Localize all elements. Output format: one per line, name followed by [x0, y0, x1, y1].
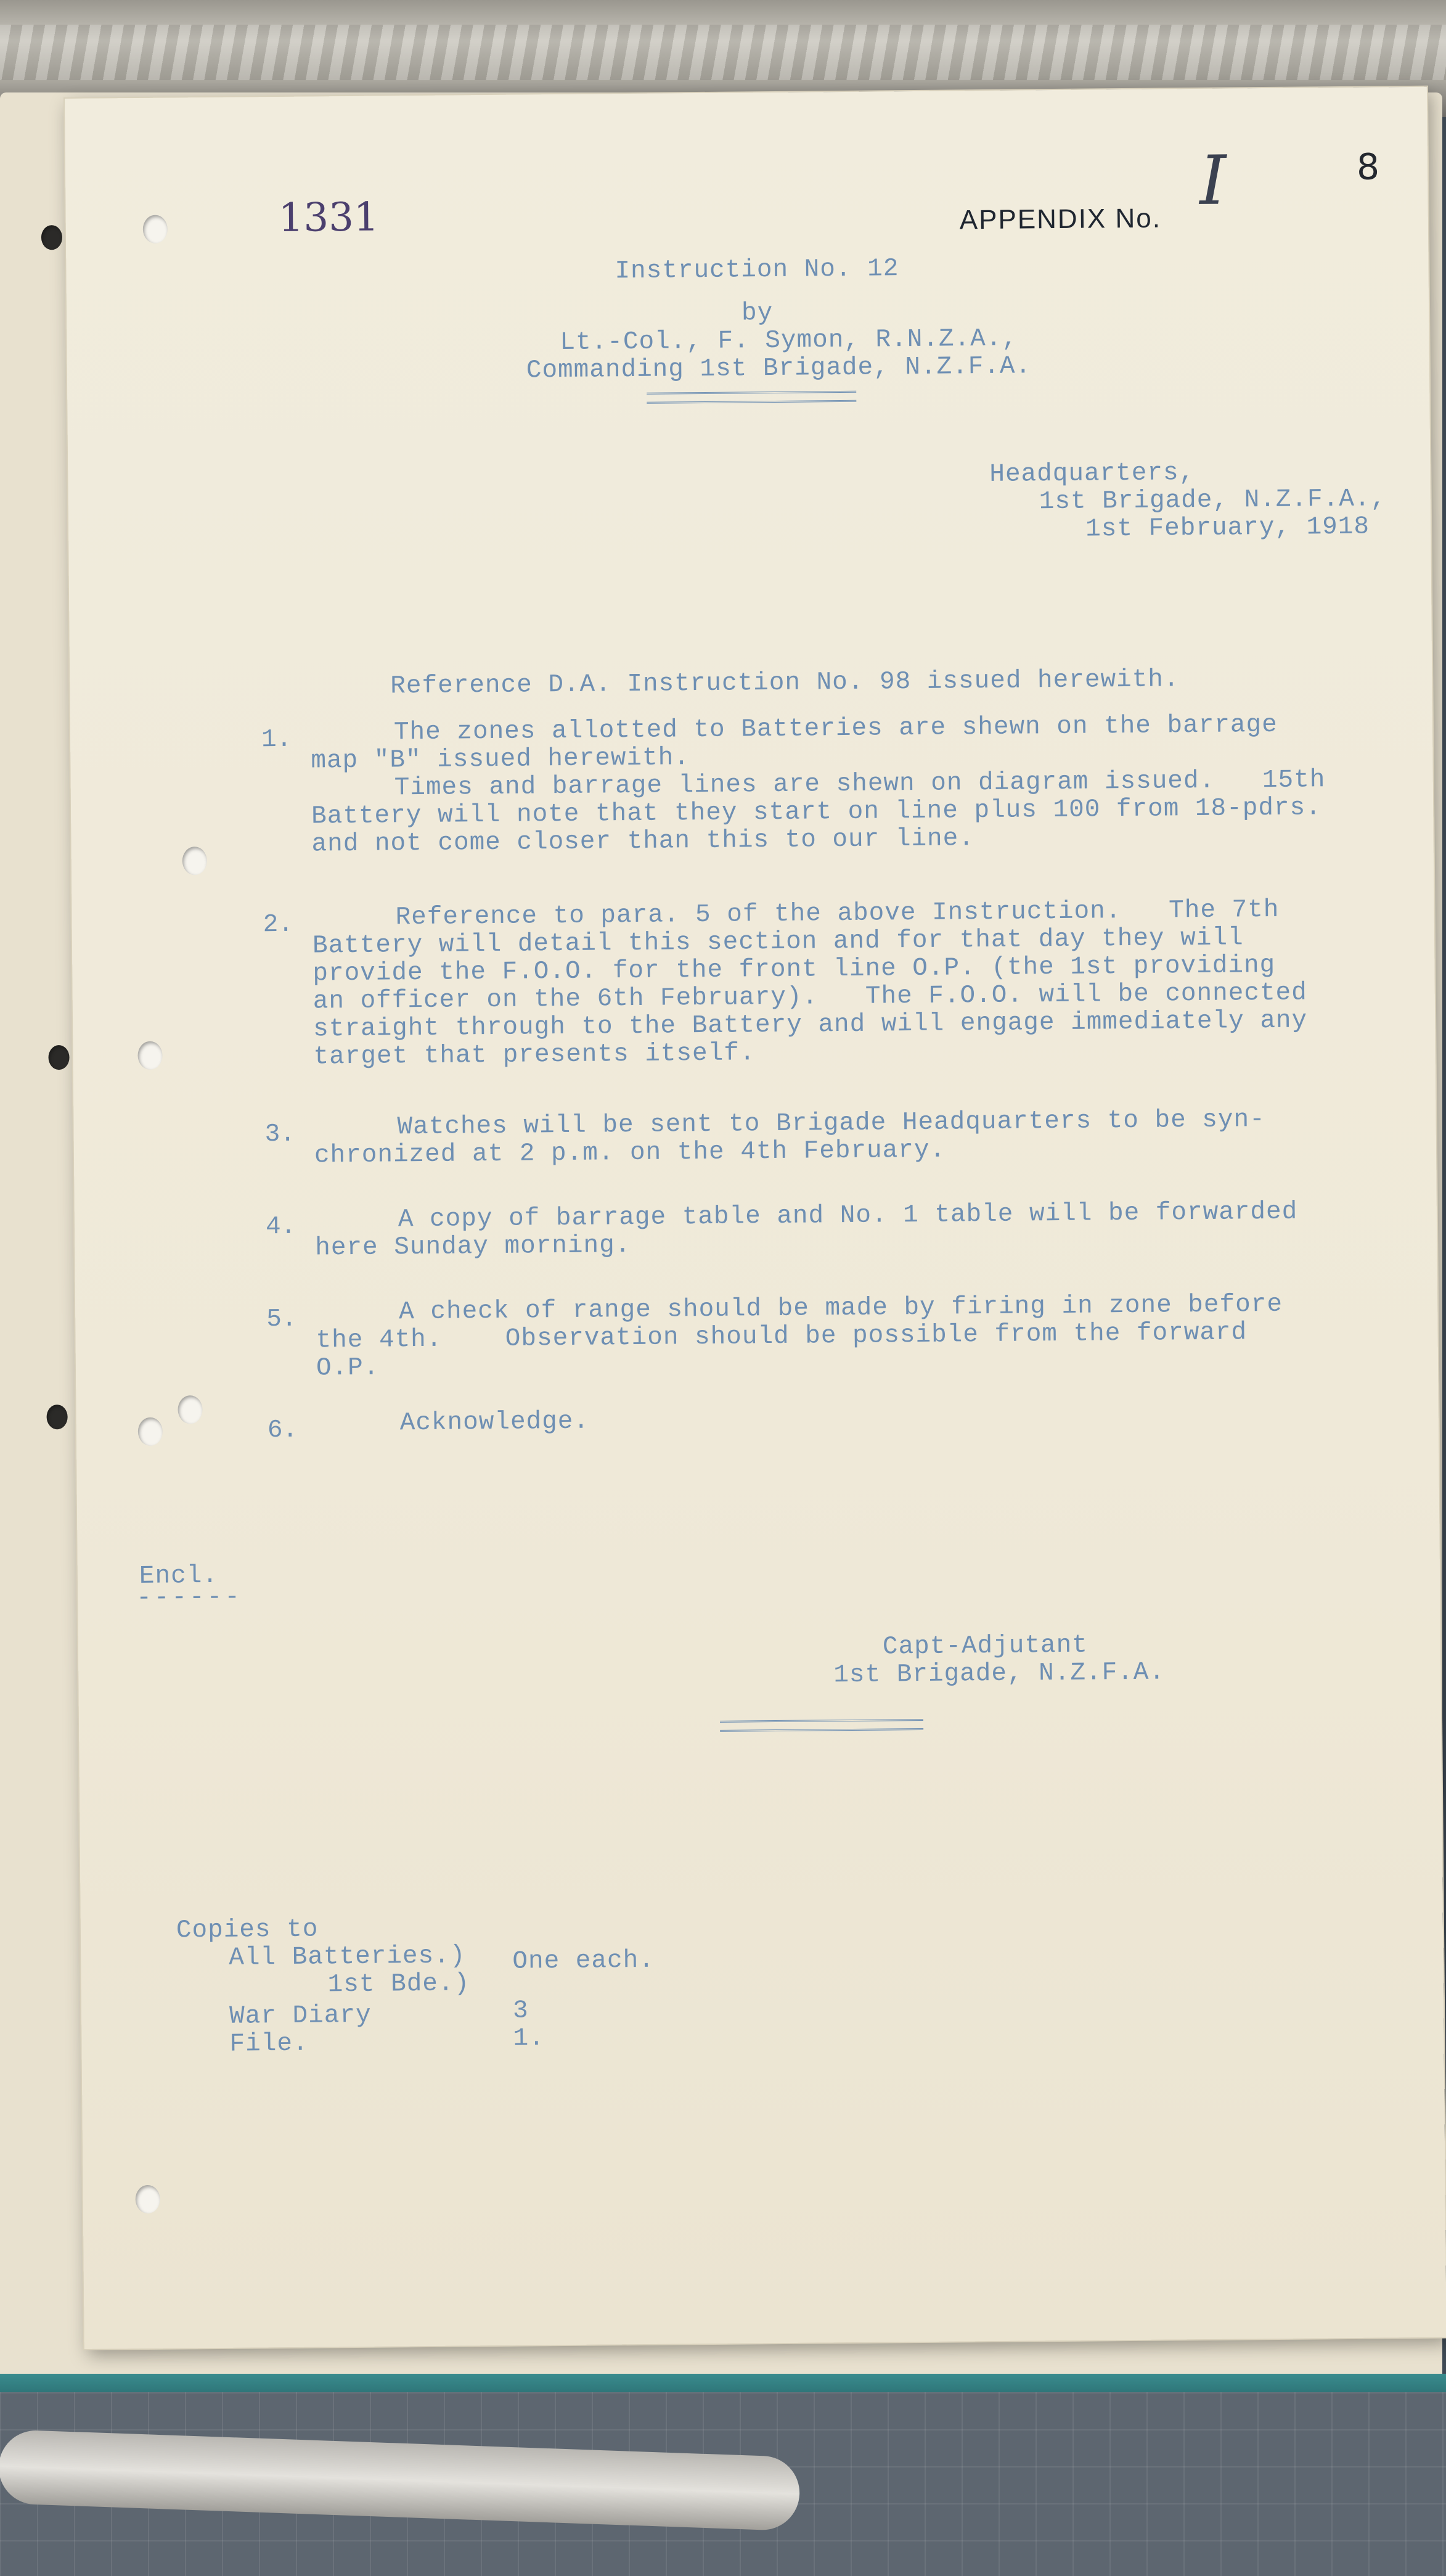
punch-hole: [182, 847, 207, 875]
paragraph-line: A check of range should be made by firing in zone before: [398, 1290, 1283, 1327]
copies-heading: Copies to: [176, 1915, 319, 1945]
page-number: 8: [1356, 146, 1380, 188]
appendix-label: APPENDIX No.: [959, 203, 1162, 236]
punch-hole: [136, 2185, 160, 2213]
punch-hole: [48, 1045, 69, 1070]
signature-title: Capt-Adjutant: [882, 1631, 1089, 1662]
paragraph-line: map "B" issued herewith.: [311, 744, 690, 776]
copies-recipient: File.: [229, 2029, 309, 2059]
paragraph-line: here Sunday morning.: [315, 1231, 631, 1263]
address-date: 1st February, 1918: [1085, 512, 1370, 544]
paragraph-line: Battery will detail this section and for that day they will: [312, 924, 1244, 961]
address-line-2: 1st Brigade, N.Z.F.A.,: [1039, 485, 1387, 517]
paragraph-line: and not come closer than this to our line.: [311, 824, 975, 859]
paragraph-line: A copy of barrage table and No. 1 table will be forwarded: [398, 1197, 1298, 1234]
paragraph-line: target that presents itself.: [313, 1039, 756, 1072]
enclosure-label: Encl.: [139, 1561, 219, 1591]
paragraph-number: 4.: [265, 1212, 296, 1242]
paragraph-line: Acknowledge.: [399, 1407, 590, 1438]
paragraph-line: the 4th. Observation should be possible from the forward: [316, 1318, 1248, 1355]
punch-hole: [137, 1041, 162, 1070]
reference-line: Reference D.A. Instruction No. 98 issued herewith.: [390, 665, 1180, 701]
signature-unit: 1st Brigade, N.Z.F.A.: [833, 1658, 1166, 1690]
punch-hole: [46, 1405, 67, 1429]
appendix-numeral: I: [1199, 141, 1227, 220]
paragraph-line: Watches will be sent to Brigade Headquarters to be syn-: [397, 1105, 1265, 1142]
paragraph-line: provide the F.O.O. for the front line O.P. (the 1st providing: [312, 951, 1276, 988]
copies-recipient: War Diary: [229, 2001, 372, 2031]
address-line-1: Headquarters,: [989, 459, 1195, 489]
enclosure-underline: ------: [136, 1583, 243, 1613]
closing-rule: [720, 1719, 923, 1732]
instruction-title: Instruction No. 12: [615, 255, 899, 286]
paragraph-number: 2.: [263, 910, 294, 940]
stamp-number: 1331: [278, 194, 379, 241]
position-line: Commanding 1st Brigade, N.Z.F.A.: [526, 352, 1032, 385]
paragraph-line: Reference to para. 5 of the above Instruction. The 7th: [395, 895, 1280, 932]
punch-hole: [138, 1417, 163, 1446]
punch-hole: [143, 215, 168, 244]
document-page: [65, 87, 1446, 2349]
paragraph-line: chronized at 2 p.m. on the 4th February.: [314, 1136, 946, 1170]
copies-recipient: 1st Bde.): [327, 1969, 470, 2000]
by-line: by: [741, 298, 774, 328]
paragraph-line: The zones allotted to Batteries are shewn on the barrage: [393, 710, 1278, 747]
paragraph-number: 6.: [267, 1416, 298, 1445]
paragraph-line: an officer on the 6th February). The F.O.O. will be connected: [312, 978, 1307, 1016]
punch-hole: [41, 225, 62, 250]
paragraph-line: O.P.: [316, 1353, 380, 1383]
punch-hole: [178, 1395, 202, 1424]
copies-recipient: All Batteries.): [229, 1942, 466, 1972]
paragraph-number: 1.: [261, 725, 292, 755]
copies-quantity: 1.: [513, 2024, 545, 2053]
paragraph-line: straight through to the Battery and will engage immediately any: [312, 1006, 1308, 1044]
paragraph-line: Times and barrage lines are shewn on diagram issued. 15th: [394, 766, 1326, 803]
copies-quantity: 3: [512, 1996, 529, 2025]
copies-quantity: One each.: [512, 1946, 655, 1976]
author-line: Lt.-Col., F. Symon, R.N.Z.A.,: [560, 324, 1018, 358]
title-rule: [647, 391, 856, 404]
paragraph-line: Battery will note that they start on line plus 100 from 18-pdrs.: [311, 794, 1321, 831]
paragraph-number: 5.: [266, 1305, 297, 1334]
paragraph-number: 3.: [264, 1120, 296, 1149]
